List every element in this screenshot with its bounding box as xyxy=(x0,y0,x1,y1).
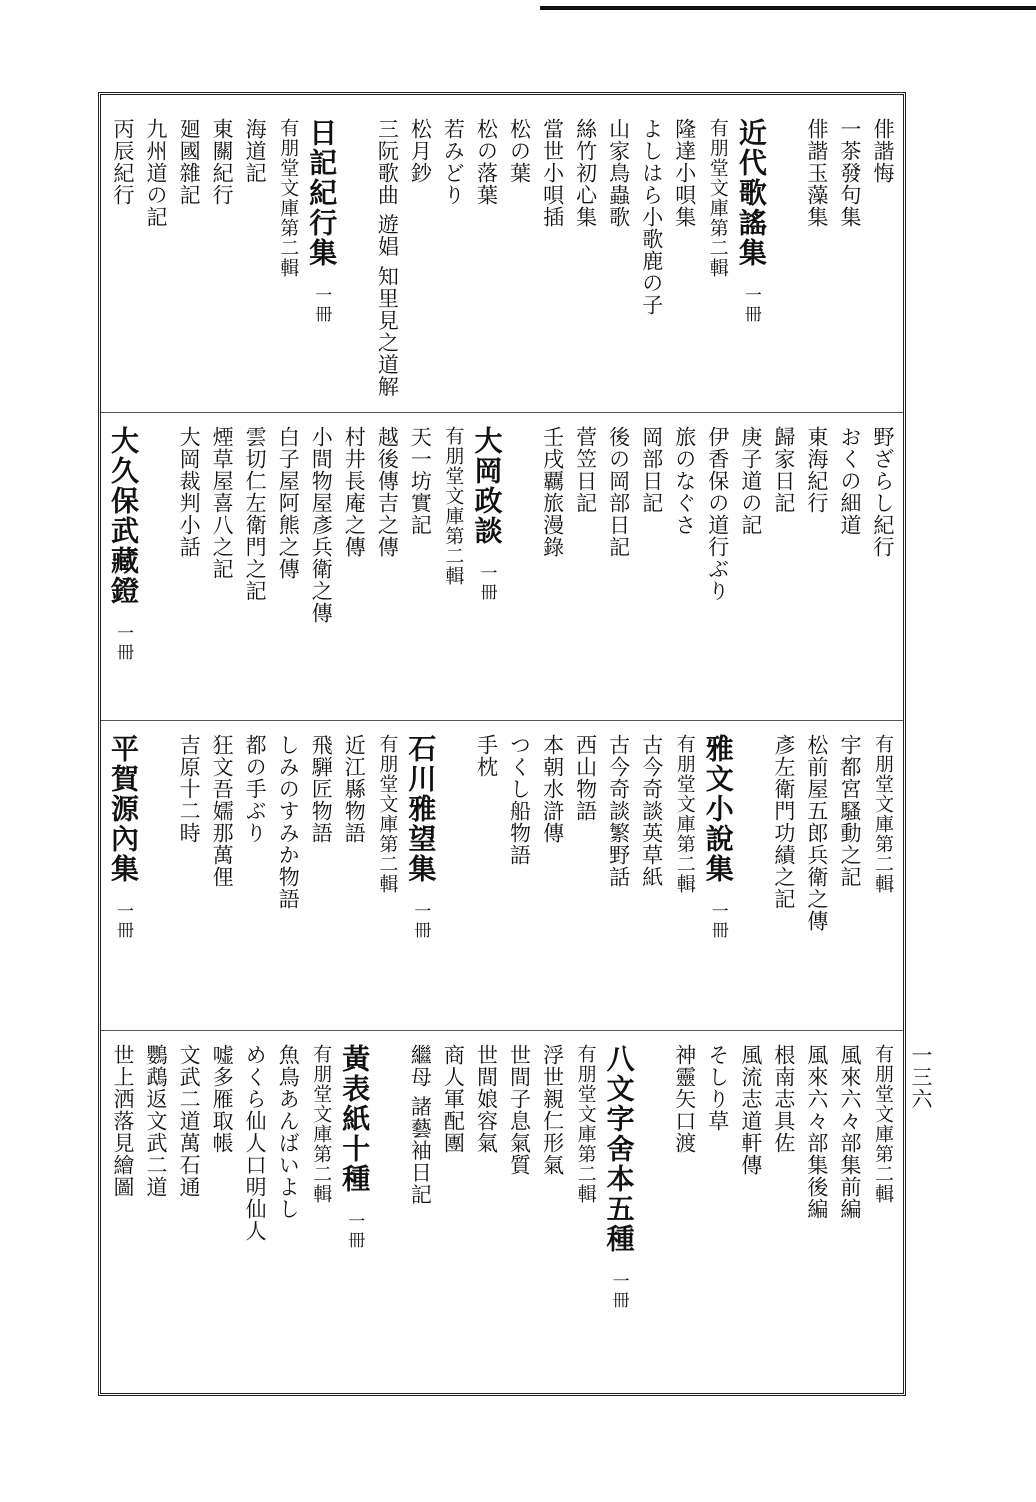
catalog-entry xyxy=(769,734,799,910)
catalog-entry xyxy=(670,426,700,536)
entry-text: 神靈矢口渡 xyxy=(672,1044,697,1154)
series-title xyxy=(108,734,138,940)
entry-text: 嘘多雁取帳 xyxy=(210,1044,235,1154)
entry-text: 文武二道萬石通 xyxy=(177,1044,202,1198)
entry-text: 天一坊實記 xyxy=(408,426,433,536)
catalog-entry xyxy=(405,1044,435,1206)
catalog-entry xyxy=(174,1044,204,1198)
section-divider xyxy=(101,412,903,413)
catalog-band-3 xyxy=(108,734,898,1024)
entry-text: 歸家日記 xyxy=(771,426,796,514)
catalog-entry xyxy=(637,426,667,514)
catalog-entry xyxy=(736,426,766,536)
catalog-entry xyxy=(240,1044,270,1242)
entry-text: 魚鳥あんばいよし xyxy=(276,1044,301,1220)
volume-count: 一冊 xyxy=(476,564,497,602)
entry-text: 白子屋阿熊之傳 xyxy=(276,426,301,580)
catalog-entry xyxy=(769,1044,799,1154)
entry-text: 若みどり xyxy=(441,118,466,206)
catalog-entry xyxy=(240,426,270,602)
entry-text: 越後傳吉之傳 xyxy=(375,426,400,558)
section-divider xyxy=(101,720,903,721)
page-number: 一三六 xyxy=(909,1044,933,1110)
entry-text: 菅笠日記 xyxy=(573,426,598,514)
catalog-entry xyxy=(703,426,733,602)
entry-text: そしり草 xyxy=(705,1044,730,1132)
series-note xyxy=(372,734,402,894)
entry-text: 後の岡部日記 xyxy=(606,426,631,558)
entry-text: 吉原十二時 xyxy=(177,734,202,844)
entry-text: おくの細道 xyxy=(837,426,862,536)
entry-text: 商人軍配團 xyxy=(441,1044,466,1154)
catalog-entry xyxy=(835,118,865,228)
entry-text: 山家鳥蟲歌 xyxy=(606,118,631,228)
series-note xyxy=(703,118,733,278)
series-note xyxy=(868,1044,898,1204)
volume-count: 一冊 xyxy=(410,902,431,940)
series-note xyxy=(670,734,700,894)
volume-count: 一冊 xyxy=(608,1272,629,1310)
catalog-entry xyxy=(637,734,667,888)
entry-text: 西山物語 xyxy=(573,734,598,822)
catalog-entry xyxy=(306,734,336,844)
catalog-entry xyxy=(273,1044,303,1220)
entry-text: 有朋堂文庫第二輯 xyxy=(442,426,465,586)
entry-text: 岡部日記 xyxy=(639,426,664,514)
entry-text: 大岡裁判小話 xyxy=(177,426,202,558)
catalog-entry xyxy=(802,1044,832,1220)
entry-text: 東海紀行 xyxy=(804,426,829,514)
entry-text: 風來六々部集後編 xyxy=(804,1044,829,1220)
entry-text: 石川雅望集 xyxy=(404,734,438,884)
entry-text: 黃表紙十種 xyxy=(338,1044,372,1194)
catalog-entry xyxy=(339,426,369,558)
entry-text: 有朋堂文庫第二輯 xyxy=(872,1044,894,1204)
entry-text: めくら仙人口明仙人 xyxy=(243,1044,268,1242)
entry-text: 都の手ぶり xyxy=(243,734,268,844)
catalog-entry xyxy=(207,426,237,580)
series-note xyxy=(306,1044,336,1204)
catalog-entry xyxy=(670,118,700,228)
catalog-entry xyxy=(438,1044,468,1154)
catalog-entry xyxy=(505,118,535,184)
entry-text: 宇都宮騷動之記 xyxy=(837,734,862,888)
catalog-entry xyxy=(802,734,832,932)
catalog-entry xyxy=(538,426,568,558)
series-title xyxy=(736,118,766,324)
catalog-entry xyxy=(538,118,568,228)
catalog-entry xyxy=(769,426,799,514)
entry-text: 海道記 xyxy=(243,118,268,184)
catalog-entry xyxy=(108,1044,138,1198)
series-title xyxy=(338,1044,372,1250)
entry-text: 東關紀行 xyxy=(210,118,235,206)
entry-text: 三阮歌曲 遊娼 知里見之道解 xyxy=(375,118,400,398)
catalog-entry xyxy=(174,426,204,558)
entry-text: 有朋堂文庫第二輯 xyxy=(872,734,894,894)
volume-count: 一冊 xyxy=(344,1212,365,1250)
entry-text: 有朋堂文庫第二輯 xyxy=(673,734,696,894)
entry-text: 風流志道軒傳 xyxy=(738,1044,763,1176)
volume-count: 一冊 xyxy=(740,286,761,324)
entry-text: 廻國雜記 xyxy=(177,118,202,206)
volume-count: 一冊 xyxy=(113,624,133,662)
entry-text: つくし船物語 xyxy=(507,734,532,866)
catalog-entry xyxy=(604,426,634,558)
entry-text: 彥左衛門功績之記 xyxy=(771,734,796,910)
entry-text: 松の葉 xyxy=(507,118,532,184)
catalog-entry xyxy=(571,118,601,228)
catalog-entry xyxy=(273,734,303,910)
catalog-entry xyxy=(306,426,336,624)
entry-text: 有朋堂文庫第二輯 xyxy=(310,1044,333,1204)
entry-text: 繼母 諸藝袖日記 xyxy=(408,1044,433,1206)
entry-text: 有朋堂文庫第二輯 xyxy=(277,118,300,278)
catalog-entry xyxy=(505,734,535,866)
catalog-band-1 xyxy=(108,118,898,408)
catalog-entry xyxy=(538,734,568,844)
entry-text: 雅文小說集 xyxy=(701,734,735,884)
entry-text: 狂文吾嬬那萬俚 xyxy=(210,734,235,888)
entry-text: 村井長庵之傳 xyxy=(342,426,367,558)
catalog-entry xyxy=(339,734,369,844)
catalog-entry xyxy=(372,426,402,558)
series-title xyxy=(470,426,504,602)
catalog-entry xyxy=(604,734,634,888)
entry-text: 飛騨匠物語 xyxy=(309,734,334,844)
entry-text: 古今奇談英草紙 xyxy=(639,734,664,888)
volume-count: 一冊 xyxy=(707,902,728,940)
entry-text: 有朋堂文庫第二輯 xyxy=(376,734,399,894)
entry-text: 丙辰紀行 xyxy=(111,118,135,206)
entry-text: 一茶發句集 xyxy=(837,118,862,228)
catalog-entry xyxy=(637,118,667,316)
entry-text: 世間子息氣質 xyxy=(507,1044,532,1176)
entry-text: 世上洒落見繪圖 xyxy=(111,1044,135,1198)
entry-text: 俳諧悔 xyxy=(871,118,895,184)
catalog-entry xyxy=(207,734,237,888)
entry-text: 雲切仁左衛門之記 xyxy=(243,426,268,602)
catalog-entry xyxy=(141,118,171,228)
catalog-entry xyxy=(736,1044,766,1176)
catalog-entry xyxy=(471,734,501,778)
series-note xyxy=(868,734,898,894)
catalog-entry xyxy=(835,734,865,888)
entry-text: 風來六々部集前編 xyxy=(837,1044,862,1220)
entry-text: 九州道の記 xyxy=(144,118,169,228)
catalog-entry xyxy=(207,118,237,206)
catalog-entry xyxy=(835,1044,865,1220)
volume-count: 一冊 xyxy=(113,902,133,940)
series-title xyxy=(703,734,733,940)
catalog-band-4 xyxy=(108,1044,898,1384)
entry-text: 旅のなぐさ xyxy=(672,426,697,536)
entry-text: 當世小唄插 xyxy=(540,118,565,228)
entry-text: 手枕 xyxy=(474,734,499,778)
section-divider xyxy=(101,1030,903,1031)
series-title xyxy=(305,118,339,324)
catalog-entry xyxy=(108,118,138,206)
catalog-entry xyxy=(802,118,832,228)
series-title xyxy=(108,426,138,662)
entry-text: よしはら小歌鹿の子 xyxy=(639,118,664,316)
catalog-entry xyxy=(471,1044,501,1154)
catalog-entry xyxy=(571,426,601,514)
catalog-entry xyxy=(207,1044,237,1154)
entry-text: 近江縣物語 xyxy=(342,734,367,844)
catalog-entry xyxy=(174,118,204,206)
catalog-entry xyxy=(240,118,270,184)
catalog-entry xyxy=(240,734,270,844)
entry-text: 八文字舍本五種 xyxy=(602,1044,636,1254)
catalog-entry xyxy=(703,1044,733,1132)
volume-count: 一冊 xyxy=(311,286,332,324)
entry-text: 松前屋五郎兵衛之傳 xyxy=(804,734,829,932)
entry-text: 隆達小唄集 xyxy=(672,118,697,228)
series-note xyxy=(571,1044,601,1204)
catalog-entry xyxy=(141,1044,171,1198)
catalog-entry xyxy=(372,118,402,397)
entry-text: 大久保武藏鐙 xyxy=(107,426,140,606)
catalog-entry xyxy=(538,1044,568,1176)
entry-text: 庚子道の記 xyxy=(738,426,763,536)
entry-text: 日記紀行集 xyxy=(305,118,339,268)
catalog-band-2 xyxy=(108,426,898,716)
series-note xyxy=(273,118,303,278)
entry-text: 世間娘容氣 xyxy=(474,1044,499,1154)
entry-text: 有朋堂文庫第二輯 xyxy=(706,118,729,278)
entry-text: 根南志具佐 xyxy=(771,1044,796,1154)
entry-text: 古今奇談繁野話 xyxy=(606,734,631,888)
catalog-entry xyxy=(835,426,865,536)
entry-text: 伊香保の道行ぶり xyxy=(705,426,730,602)
catalog-entry xyxy=(505,1044,535,1176)
entry-text: 本朝水滸傳 xyxy=(540,734,565,844)
catalog-entry xyxy=(670,1044,700,1154)
catalog-entry xyxy=(405,118,435,184)
catalog-entry xyxy=(868,118,898,184)
entry-text: 鸚鵡返文武二道 xyxy=(144,1044,169,1198)
catalog-entry xyxy=(868,426,898,558)
catalog-entry xyxy=(571,734,601,822)
top-rule xyxy=(540,6,1036,10)
entry-text: 小間物屋彥兵衛之傳 xyxy=(309,426,334,624)
catalog-entry xyxy=(273,426,303,580)
catalog-entry xyxy=(604,118,634,228)
entry-text: 有朋堂文庫第二輯 xyxy=(574,1044,597,1204)
series-title xyxy=(404,734,438,940)
catalog-entry xyxy=(802,426,832,514)
entry-text: 平賀源內集 xyxy=(107,734,140,884)
entry-text: 絲竹初心集 xyxy=(573,118,598,228)
entry-text: しみのすみか物語 xyxy=(276,734,301,910)
entry-text: 煙草屋喜八之記 xyxy=(210,426,235,580)
catalog-entry xyxy=(405,426,435,536)
entry-text: 松の落葉 xyxy=(474,118,499,206)
series-title xyxy=(604,1044,634,1310)
catalog-entry xyxy=(438,118,468,206)
catalog-entry xyxy=(471,118,501,206)
entry-text: 大岡政談 xyxy=(470,426,504,546)
catalog-entry xyxy=(174,734,204,844)
entry-text: 野ざらし紀行 xyxy=(871,426,895,558)
entry-text: 壬戌覊旅漫錄 xyxy=(540,426,565,558)
entry-text: 俳諧玉藻集 xyxy=(804,118,829,228)
entry-text: 松月鈔 xyxy=(408,118,433,184)
entry-text: 近代歌謠集 xyxy=(734,118,768,268)
series-note xyxy=(438,426,468,586)
entry-text: 浮世親仁形氣 xyxy=(540,1044,565,1176)
